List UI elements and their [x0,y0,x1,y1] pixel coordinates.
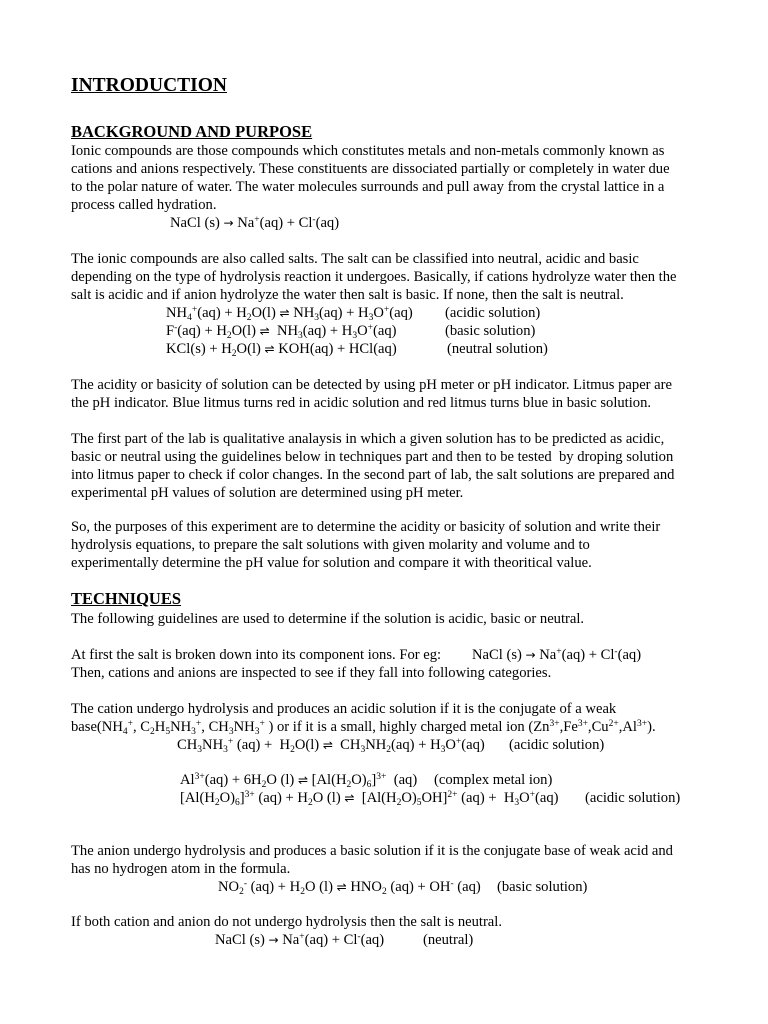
paragraph-line: Ionic compounds are those compounds which constitutes metals and non-metals commonly known as [71,143,665,159]
paragraph-line: basic or neutral using the guidelines below in techniques part and then to be tested by droping solution [71,449,674,465]
paragraph-line: If both cation and anion do not undergo hydrolysis then the salt is neutral. [71,914,502,930]
paragraph-line: The following guidelines are used to determine if the solution is acidic, basic or neutral. [71,611,585,627]
equation-kcl: $KCl(s) + H_2O(l)$ ⇌ KOH(aq) + HCl(aq) [166,341,397,359]
complex-metal-ion-label: (complex metal ion) [434,772,553,788]
paragraph-line: At first the salt is broken down into its component ions. For eg: [71,647,442,663]
paragraph-line: hydrolysis equations, to prepare the salt solutions with given molarity and volume and to [71,537,590,553]
equation-ammonium: $NH_4^+(aq) + H_2O(l)$ ⇌ $NH_3(aq) + H_3O^+(aq)$ [166,305,413,323]
paragraph-line: The first part of the lab is qualitative analaysis in which a given solution has to be predicted as acidic, [71,431,665,447]
paragraph-line: The anion undergo hydrolysis and produces a basic solution if it is the conjugate base of weak acid and [71,843,673,859]
paragraph-line: experimentally determine the pH value for solution and compare it with theoritical value. [71,555,592,571]
equation-aluminium-complex: $Al^{3+}(aq) + 6H_2O$ (l) ⇌ $[Al(H_2O)_6]^{3+}$ (aq) [180,772,418,790]
acidic-solution-label: (acidic solution) [509,737,605,753]
background-heading: BACKGROUND AND PURPOSE [71,122,313,141]
paragraph-line: The cation undergo hydrolysis and produces an acidic solution if it is the conjugate of a weak [71,701,617,717]
paragraph-line: to the polar nature of water. The water molecules surrounds and pull away from the crystal lattice in a [71,179,665,195]
neutral-solution-label: (neutral solution) [447,341,548,357]
paragraph-line: cations and anions respectively. These constituents are dissociated partially or completely in water due [71,161,670,177]
paragraph-line: experimental pH values of solution are determined using pH meter. [71,485,464,501]
paragraph-line: depending on the type of hydrolysis reaction it undergoes. Basically, if cations hydrolyze water then the [71,269,677,285]
paragraph-line: The ionic compounds are also called salts. The salt can be classified into neutral, acidic and basic [71,251,639,267]
equation-fluoride: $F^-(aq) + H_2O(l)$ ⇌ $NH_3(aq) + H_3O^+(aq)$ [166,323,397,341]
neutral-label: (neutral) [423,932,474,948]
equation-nacl-neutral: NaCl (s) → Na+(aq) + Cl-(aq) [215,932,385,948]
equation-aluminium-hydrolysis: $[Al(H_2O)_6]^{3+}$ $(aq) + H_2O$ (l) ⇌ $[Al(H_2O)_5OH]^{2+}$ $(aq) + H_3O^+(aq)$ [180,790,559,808]
techniques-heading: TECHNIQUES [71,589,182,608]
basic-solution-label: (basic solution) [497,879,588,895]
paragraph-line: into litmus paper to check if color changes. In the second part of lab, the salt solutions are prepared and [71,467,675,483]
paragraph-line-with-formulas: $base(NH_4^+$, $C_2H_5NH_3^+$, $CH_3NH_3^+$ ) or if it is a small, highly charged metal ion $(Zn^{3+},Fe^{3+},Cu^{2+},Al^{3+})$. [71,719,656,737]
paragraph-line: process called hydration. [71,197,217,213]
equation-nacl-dissociation: NaCl (s) → Na+(aq) + Cl-(aq) [170,215,340,231]
introduction-heading: INTRODUCTION [71,75,228,96]
equation-nacl-example: NaCl (s) → Na+(aq) + Cl-(aq) [472,647,642,663]
paragraph-line: So, the purposes of this experiment are to determine the acidity or basicity of solution and write their [71,519,661,535]
paragraph-line: has no hydrogen atom in the formula. [71,861,291,877]
paragraph-line: salt is acidic and if anion hydrolyze the water then salt is basic. If none, then the salt is neutral. [71,287,624,303]
paragraph-line: Then, cations and anions are inspected to see if they fall into following categories. [71,665,552,681]
paragraph-line: The acidity or basicity of solution can be detected by using pH meter or pH indicator. Litmus paper are [71,377,673,393]
basic-solution-label: (basic solution) [445,323,536,339]
equation-methylammonium: $CH_3NH_3^+$ $(aq) + H_2O(l)$ ⇌ $CH_3NH_2(aq) + H_3O^+(aq)$ [177,737,485,755]
equation-nitrite: $NO_2^-$ $(aq) + H_2O$ (l) ⇌ $HNO_2$ (aq) + OH- (aq) [218,879,481,897]
paragraph-line: the pH indicator. Blue litmus turns red in acidic solution and red litmus turns blue in basic solution. [71,395,652,411]
acidic-solution-label: (acidic solution) [585,790,681,806]
acidic-solution-label: (acidic solution) [445,305,541,321]
